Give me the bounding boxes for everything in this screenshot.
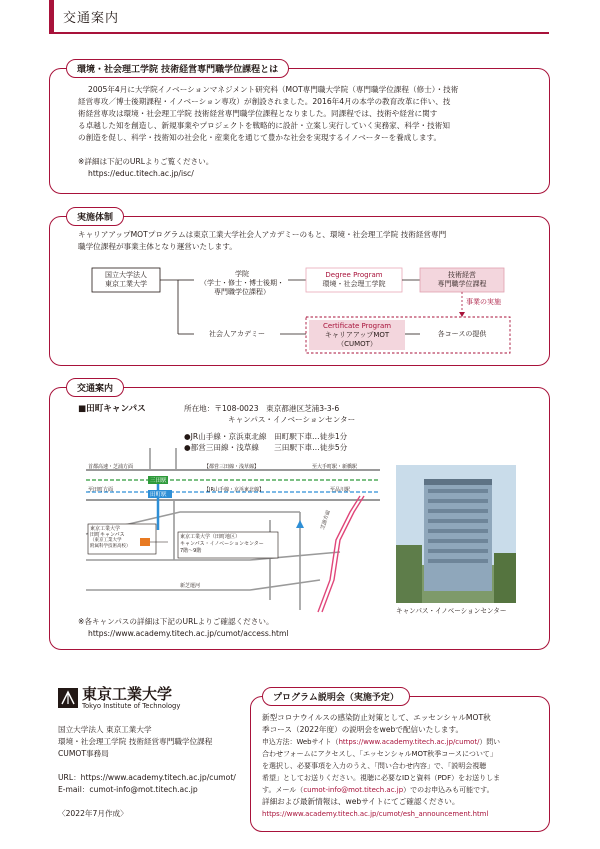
route-line-1: ●JR山手線・京浜東北線 田町駅下車…徒歩1分 bbox=[184, 432, 348, 441]
photo-caption: キャンパス・イノベーションセンター bbox=[396, 607, 507, 615]
system-line-1: キャリアアップMOTプログラムは東京工業大学社会人アカデミーのもと、環境・社会理工学院 技術経営専門 bbox=[78, 230, 447, 239]
about-heading: 環境・社会理工学院 技術経営専門職学位課程とは bbox=[66, 59, 289, 78]
node-degree-en: Degree Program bbox=[325, 271, 383, 279]
map-left-label: 芝浦方面 bbox=[319, 509, 332, 531]
node-academy: 社会人アカデミー bbox=[209, 330, 265, 338]
page-title: 交通案内 bbox=[63, 11, 120, 26]
cic-callout-3: 7階～9階 bbox=[180, 548, 202, 554]
station-tamachi-label: 田町駅 bbox=[150, 492, 167, 498]
node-cert-en: Certificate Program bbox=[322, 322, 392, 330]
about-note: ※詳細は下記のURLよりご覧ください。 bbox=[78, 157, 214, 166]
briefing-line-6: 希望」としてお送りください。視聴に必要なIDと資料（PDF）をお送りしま bbox=[262, 774, 501, 782]
node-cert-abbr: （CUMOT） bbox=[337, 340, 377, 348]
logo-en: Tokyo Institute of Technology bbox=[82, 702, 181, 710]
about-line-4: る卓越した知を創造し、新規事業やプロジェクトを戦略的に設計・立案し実行していく実務家、科学・技術知 bbox=[78, 121, 450, 130]
node-mot-1: 技術経営 bbox=[448, 271, 476, 279]
briefing-email-link[interactable]: cumot-info@mot.titech.ac.jp bbox=[303, 786, 404, 794]
footer-org-2: 環境・社会理工学院 技術経営専門職学位課程 bbox=[58, 737, 213, 746]
briefing-line-8: 詳細および最新情報は、webサイトにてご確認ください。 bbox=[262, 797, 460, 806]
briefing-web-link[interactable]: https://www.academy.titech.ac.jp/cumot/ bbox=[338, 738, 480, 746]
node-tokyotech-2: 東京工業大学 bbox=[105, 280, 147, 288]
address-line-1: 所在地：〒108-0023 東京都港区芝浦3-3-6 bbox=[184, 404, 340, 413]
briefing-line-7 bbox=[262, 784, 494, 796]
map-road-3: 至大手町駅・新橋駅 bbox=[312, 464, 358, 470]
node-tokyotech-1: 国立大学法人 bbox=[105, 271, 147, 279]
system-line-2: 職学位課程が事業主体となり運営いたします。 bbox=[78, 242, 237, 251]
access-note: ※各キャンパスの詳細は下記のURLよりご確認ください。 bbox=[78, 617, 274, 626]
about-line-5: の創造を促し、科学・技術知の社会化・産業化を通じて豊かな社会を実現するイノベーターを養成します。 bbox=[78, 133, 442, 142]
briefing-line-4: 合わせフォームにアクセスし、「エッセンシャルMOT秋季コースについて」 bbox=[262, 750, 497, 758]
footer-date: 〈2022年7月作成〉 bbox=[58, 809, 128, 818]
campus-label: ■田町キャンパス bbox=[78, 404, 146, 414]
briefing-line-3-c: ）問い bbox=[479, 738, 501, 746]
briefing-line-5: を選択し、必要事項を入力のうえ、「問い合わせ内容」で、「説明会視聴 bbox=[262, 762, 487, 770]
node-cert-jp: キャリアアップMOT bbox=[324, 331, 390, 339]
footer-url[interactable]: URL：https://www.academy.titech.ac.jp/cumot/ bbox=[58, 773, 236, 782]
cic-callout-1: 東京工業大学（田町地区） bbox=[180, 534, 241, 540]
map-road-5: 【JR山手線・京浜東北線】 bbox=[204, 487, 264, 493]
footer-email[interactable]: E-mail：cumot-info@mot.titech.ac.jp bbox=[58, 785, 198, 794]
node-school-1: 学院 bbox=[235, 270, 249, 278]
briefing-line-1: 新型コロナウイルスの感染防止対策として、エッセンシャルMOT秋 bbox=[262, 713, 491, 722]
route-line-2: ●都営三田線・浅草線 三田駅下車…徒歩5分 bbox=[184, 443, 348, 452]
access-heading: 交通案内 bbox=[66, 378, 124, 397]
map-river: 新芝運河 bbox=[180, 583, 201, 589]
node-mot-2: 専門職学位課程 bbox=[437, 280, 487, 288]
address-line-2: キャンパス・イノベーションセンター bbox=[228, 415, 356, 424]
briefing-line-3-a: 申込方法：Webサイト（ bbox=[262, 738, 339, 746]
footer-org-1: 国立大学法人 東京工業大学 bbox=[58, 725, 152, 734]
briefing-line-3 bbox=[262, 736, 500, 748]
node-courses: 各コースの提供 bbox=[437, 330, 487, 338]
access-url[interactable]: https://www.academy.titech.ac.jp/cumot/access.html bbox=[88, 629, 289, 638]
about-line-2: 経営専攻／博士後期課程・イノベーション専攻）が創設されました。2016年4月の本学の教育改革に伴い、技 bbox=[78, 97, 451, 106]
about-url[interactable]: https://educ.titech.ac.jp/isc/ bbox=[88, 169, 194, 178]
briefing-announcement-link[interactable]: https://www.academy.titech.ac.jp/cumot/esh_announcement.html bbox=[262, 810, 489, 818]
map-road-1: 首都高速・芝浦方面 bbox=[88, 464, 134, 470]
briefing-heading: プログラム説明会（実施予定） bbox=[262, 687, 410, 706]
campus-block-2: 田町キャンパス bbox=[90, 532, 125, 538]
node-school-3: 専門職学位課程） bbox=[214, 288, 270, 296]
logo-jp: 東京工業大学 bbox=[82, 685, 173, 703]
campus-block-1: 東京工業大学 bbox=[90, 526, 121, 532]
footer-org-3: CUMOT事務局 bbox=[58, 749, 109, 758]
map-road-2: 【都営三田線・浅草線】 bbox=[204, 464, 260, 470]
node-school-2: （学士・修士・博士後期・ bbox=[200, 279, 284, 287]
map-road-4: 至田町方面 bbox=[88, 487, 114, 493]
campus-block-4: 附属科学技術高校） bbox=[90, 544, 131, 549]
about-line-3: 術経営専攻は環境・社会理工学院 技術経営専門職学位課程となりました。同課程では、技術や経営に関す bbox=[78, 109, 438, 118]
cic-callout-2: キャンパス・イノベーションセンター bbox=[180, 541, 264, 547]
briefing-line-7-a: す。メール（ bbox=[262, 786, 304, 794]
station-mita-label: 三田駅 bbox=[150, 478, 167, 484]
system-heading: 実施体制 bbox=[66, 207, 124, 226]
node-degree-jp: 環境・社会理工学院 bbox=[322, 280, 386, 288]
node-implement: 事業の実施 bbox=[466, 298, 501, 306]
campus-block-3: （東京工業大学 bbox=[90, 538, 122, 543]
briefing-line-2: 季コース（2022年度）の説明会をwebで配信いたします。 bbox=[262, 725, 464, 734]
briefing-line-7-c: ）でのお申込みも可能です。 bbox=[403, 786, 494, 794]
about-line-1: 2005年4月に大学院イノベーションマネジメント研究科（MOT専門職大学院（専門職学位課程（修士）・技術 bbox=[88, 85, 459, 94]
map-road-6: 至品川駅 bbox=[330, 487, 351, 493]
